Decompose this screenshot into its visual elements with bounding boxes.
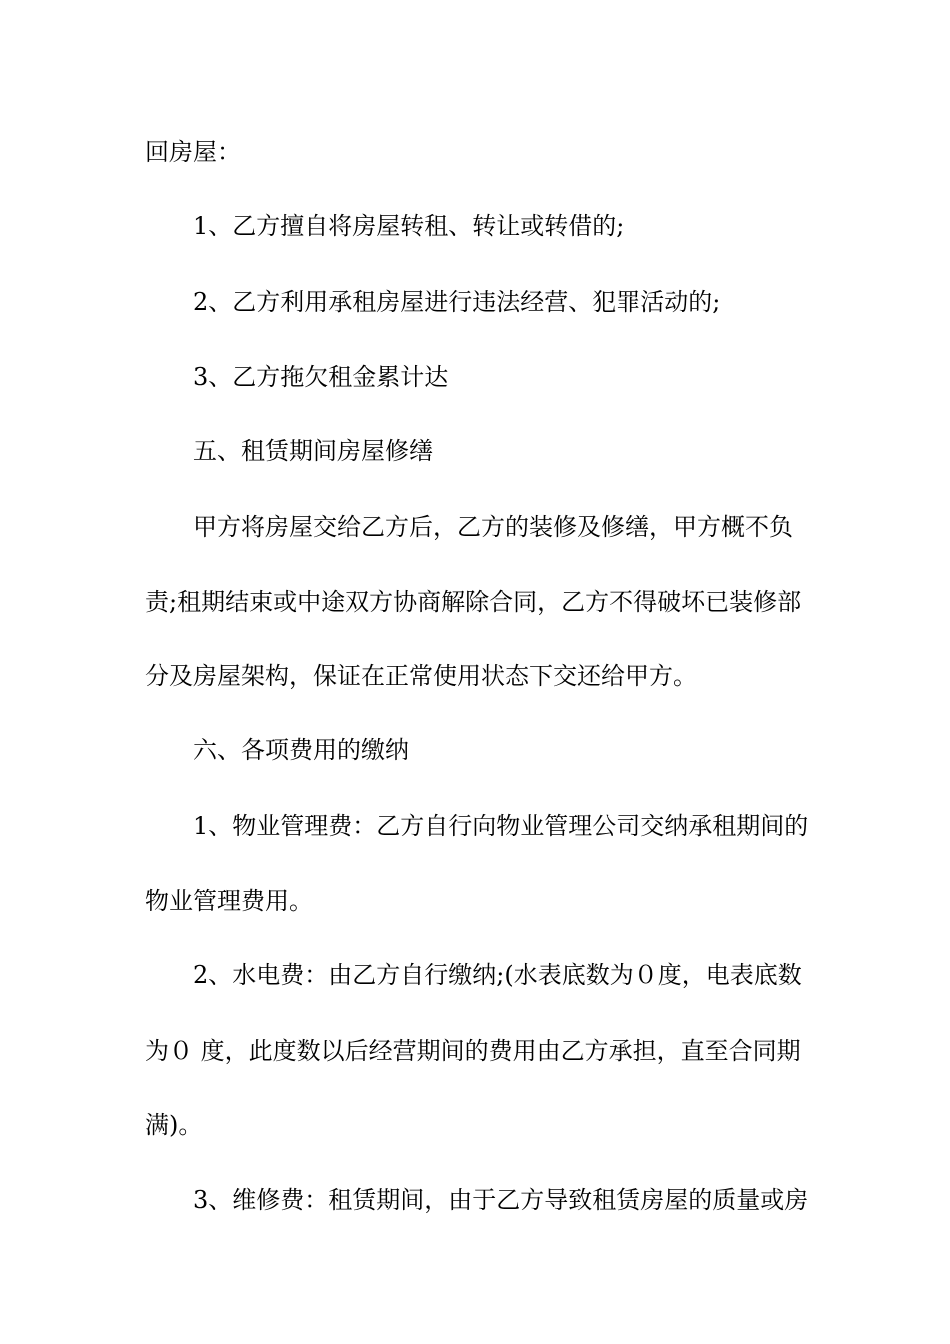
section-heading: 五、租赁期间房屋修缮 [193, 437, 433, 465]
paragraph-line: 物业管理费用。 [145, 887, 313, 915]
section-heading: 六、各项费用的缴纳 [193, 736, 409, 764]
list-item-line: 1、乙方擅自将房屋转租、转让或转借的; [193, 212, 625, 240]
paragraph-line: 甲方将房屋交给乙方后，乙方的装修及修缮，甲方概不负 [193, 513, 793, 541]
paragraph-line: 为０ 度，此度数以后经营期间的费用由乙方承担，直至合同期 [145, 1037, 801, 1065]
paragraph-line: 满)。 [145, 1111, 203, 1139]
paragraph-line: 2、水电费：由乙方自行缴纳;(水表底数为０度，电表底数 [193, 961, 802, 989]
paragraph-line: 责;租期结束或中途双方协商解除合同，乙方不得破坏已装修部 [145, 588, 802, 616]
paragraph-line: 3、维修费：租赁期间，由于乙方导致租赁房屋的质量或房 [193, 1186, 809, 1214]
paragraph-line: 1、物业管理费：乙方自行向物业管理公司交纳承租期间的 [193, 812, 809, 840]
list-item-line: 3、乙方拖欠租金累计达 [193, 363, 449, 391]
paragraph-line: 回房屋： [145, 138, 241, 166]
paragraph-line: 分及房屋架构，保证在正常使用状态下交还给甲方。 [145, 662, 697, 690]
list-item-line: 2、乙方利用承租房屋进行违法经营、犯罪活动的; [193, 288, 721, 316]
